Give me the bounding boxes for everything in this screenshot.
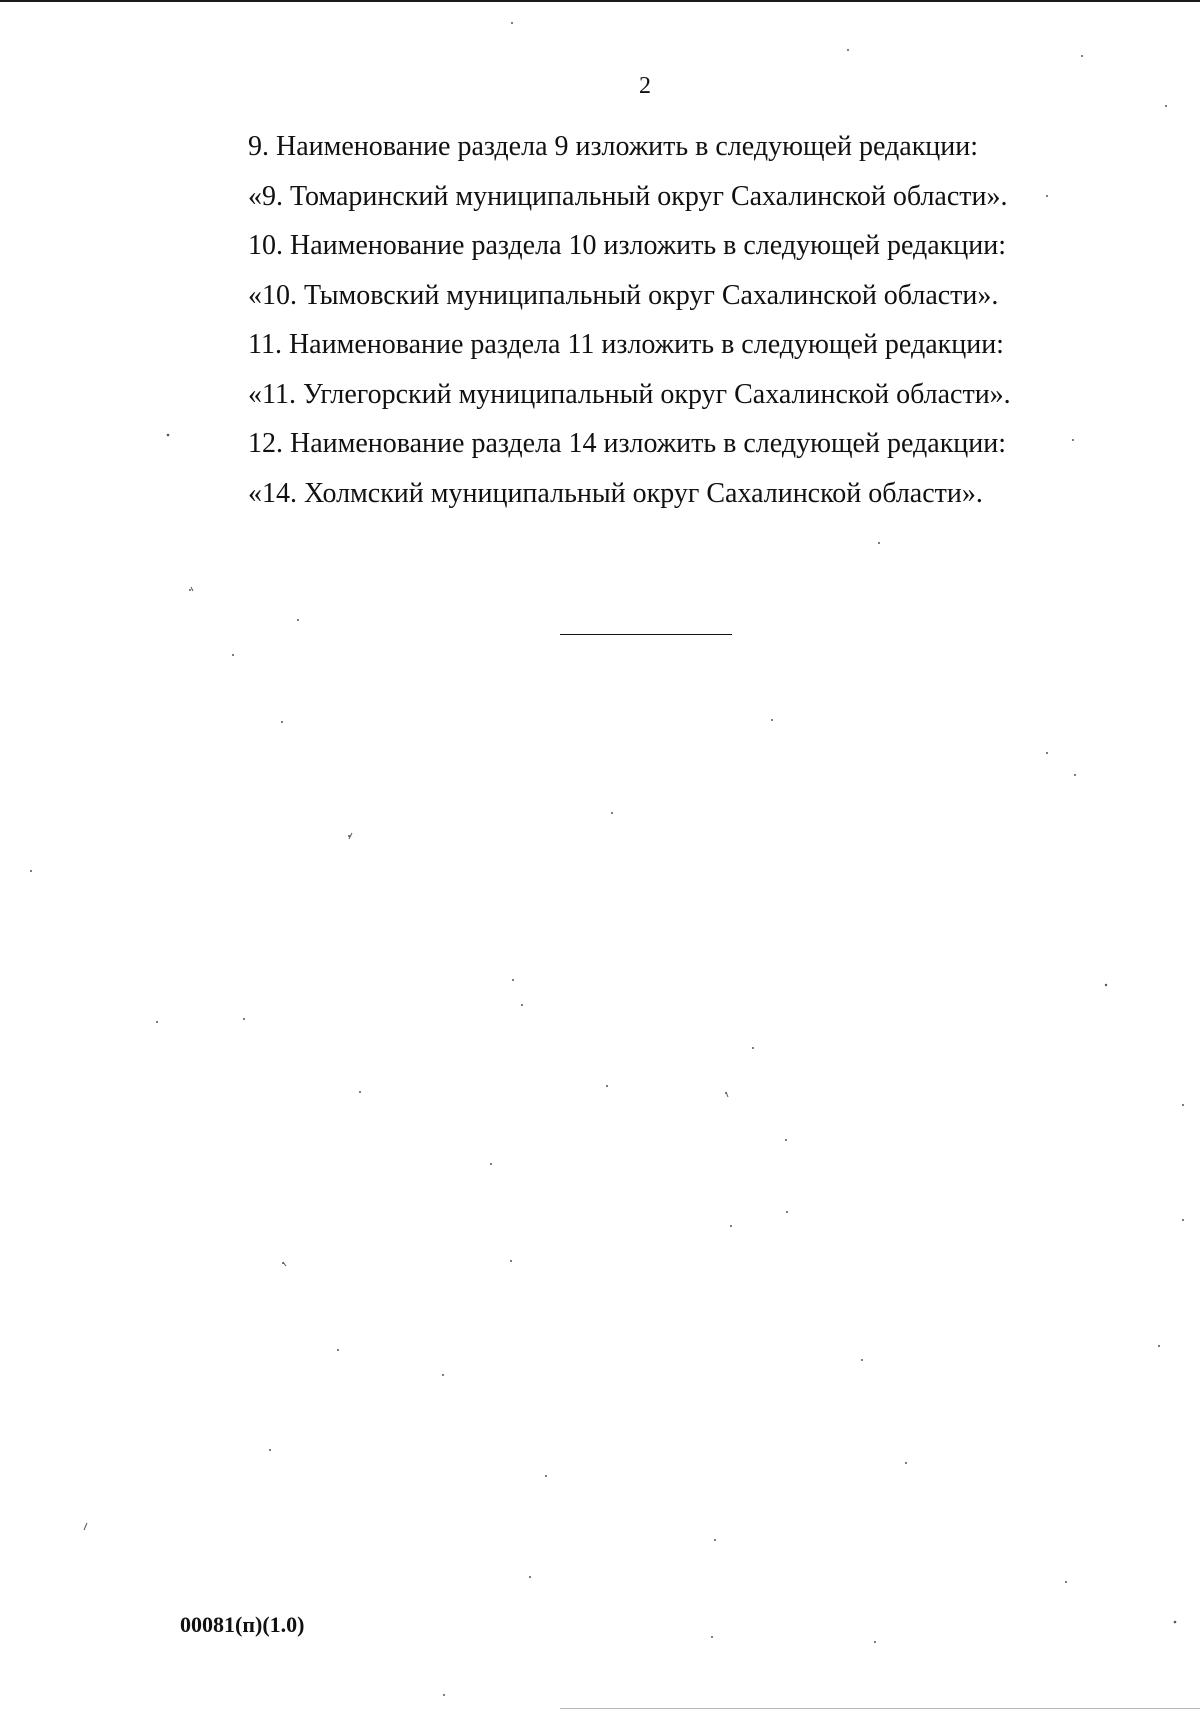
page-number: 2	[639, 73, 651, 99]
end-separator-line	[560, 634, 732, 635]
amendment-line-9: 9. Наименование раздела 9 изложить в следующей редакции:	[248, 131, 979, 162]
amendment-text-10: «10. Тымовский муниципальный округ Сахалинской области».	[248, 279, 999, 311]
document-body	[248, 122, 1048, 518]
amendment-line-10: 10. Наименование раздела 10 изложить в следующей редакции:	[248, 230, 1007, 261]
amendment-line-12: 12. Наименование раздела 14 изложить в следующей редакции:	[248, 428, 1007, 459]
document-code: 00081(п)(1.0)	[180, 1612, 305, 1637]
scan-edge-bottom	[560, 1708, 1200, 1709]
amendment-text-9: «9. Томаринский муниципальный округ Сахалинской области».	[248, 180, 1008, 212]
amendment-text-14: «14. Холмский муниципальный округ Сахалинской области».	[248, 477, 983, 509]
amendment-line-11: 11. Наименование раздела 11 изложить в следующей редакции:	[248, 329, 1004, 360]
amendment-text-11: «11. Углегорский муниципальный округ Сахалинской области».	[248, 378, 1011, 410]
scan-edge-top	[0, 0, 1200, 2]
